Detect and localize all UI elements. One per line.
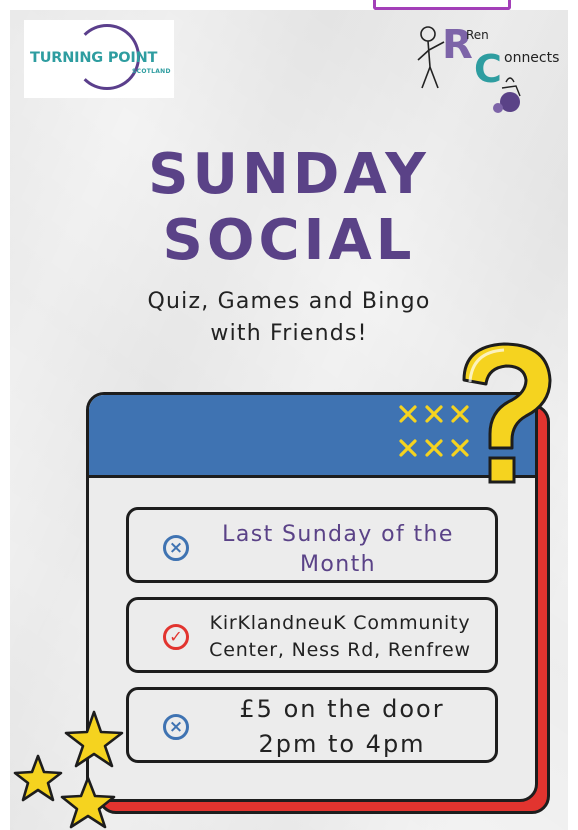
detail-line2: 2pm to 4pm: [258, 730, 426, 758]
detail-text: [191, 520, 485, 580]
poster-subtitle-line1: Quiz, Games and Bingo: [147, 289, 431, 314]
logo-ren-text: Ren: [466, 28, 489, 42]
logo-connects-text: onnects: [504, 50, 560, 66]
question-mark-icon: [446, 336, 564, 502]
turning-point-logo: [24, 20, 174, 98]
logo-title: TURNING POINT: [30, 50, 158, 66]
detail-location: [126, 597, 498, 673]
star-icon: [10, 706, 130, 830]
check-circle-icon: ✓: [163, 624, 189, 650]
detail-line1: KirKlandneuK Community: [209, 612, 471, 634]
logo-letter-c: C: [474, 47, 502, 91]
detail-date: [126, 507, 498, 583]
poster-title-line2: SOCIAL: [162, 208, 416, 273]
detail-price-time: [126, 687, 498, 763]
detail-line1: £5 on the door: [239, 695, 445, 723]
ren-connects-logo: [410, 12, 570, 120]
logo-subtitle: SCOTLAND: [132, 68, 171, 75]
logo-letter-r: R: [442, 22, 473, 68]
detail-line1: Last Sunday of the: [222, 522, 454, 547]
poster-title-line1: SUNDAY: [148, 142, 430, 207]
detail-text: [195, 610, 485, 664]
detail-line2: Month: [300, 552, 376, 577]
ren-connects-graphic: [410, 12, 570, 120]
top-tab-frame: [373, 0, 511, 10]
x-circle-icon: ×: [163, 714, 189, 740]
detail-line2: Center, Ness Rd, Renfrew: [209, 639, 471, 661]
poster-subtitle-line2: with Friends!: [210, 321, 368, 346]
detail-text: [199, 692, 485, 762]
x-circle-icon: ×: [163, 535, 189, 561]
